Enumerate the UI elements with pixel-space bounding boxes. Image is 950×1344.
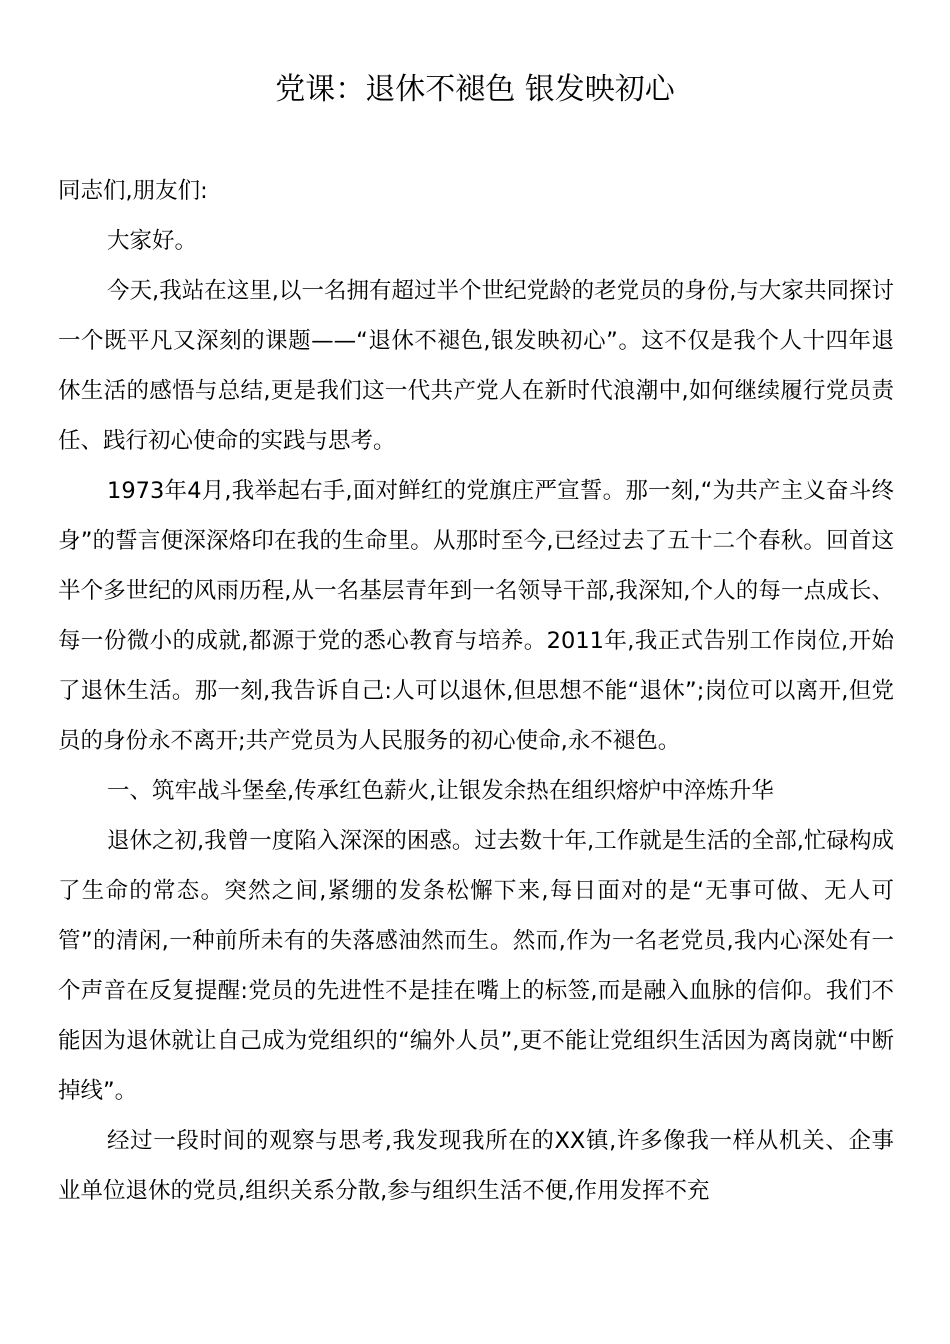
paragraph-oath: 1973年4月,我举起右手,面对鲜红的党旗庄严宣誓。那一刻,“为共产主义奋斗终身”的誓言便深深烙印在我的生命里。从那时至今,已经过去了五十二个春秋。回首这半个多世纪的风雨历程,从一名基层青年到一名领导干部,我深知,个人的每一点成长、每一份微小的成就,都源于党的悉心教育与培养。2011年,我正式告别工作岗位,开始了退休生活。那一刻,我告诉自己:人可以退休,但思想不能“退休”;岗位可以离开,但党员的身份永不离开;共产党员为人民服务的初心使命,永不褪色。 bbox=[58, 478, 894, 754]
paragraph-retirement-reflection: 退休之初,我曾一度陷入深深的困惑。过去数十年,工作就是生活的全部,忙碌构成了生命的常态。突然之间,紧绷的发条松懈下来,每日面对的是“无事可做、无人可管”的清闲,一种前所未有的失落感油然而生。然而,作为一名老党员,我内心深处有一个声音在反复提醒:党员的先进性不是挂在嘴上的标签,而是融入血脉的信仰。我们不能因为退休就让自己成为党组织的“编外人员”,更不能让党组织生活因为离岗就“中断掉线”。 bbox=[58, 828, 894, 1104]
paragraph-greeting: 大家好。 bbox=[107, 228, 198, 254]
document-title: 党课：退休不褪色 银发映初心 bbox=[275, 72, 675, 107]
salutation: 同志们,朋友们: bbox=[58, 178, 208, 204]
paragraph-observation: 经过一段时间的观察与思考,我发现我所在的XX镇,许多像我一样从机关、企事业单位退休的党员,组织关系分散,参与组织生活不便,作用发挥不充 bbox=[58, 1128, 894, 1204]
paragraph-intro: 今天,我站在这里,以一名拥有超过半个世纪党龄的老党员的身份,与大家共同探讨一个既平凡又深刻的课题——“退休不褪色,银发映初心”。这不仅是我个人十四年退休生活的感悟与总结,更是我们这一代共产党人在新时代浪潮中,如何继续履行党员责任、践行初心使命的实践与思考。 bbox=[58, 278, 894, 454]
document-body bbox=[58, 166, 894, 1216]
section-heading-1: 一、筑牢战斗堡垒,传承红色薪火,让银发余热在组织熔炉中淬炼升华 bbox=[107, 778, 774, 804]
